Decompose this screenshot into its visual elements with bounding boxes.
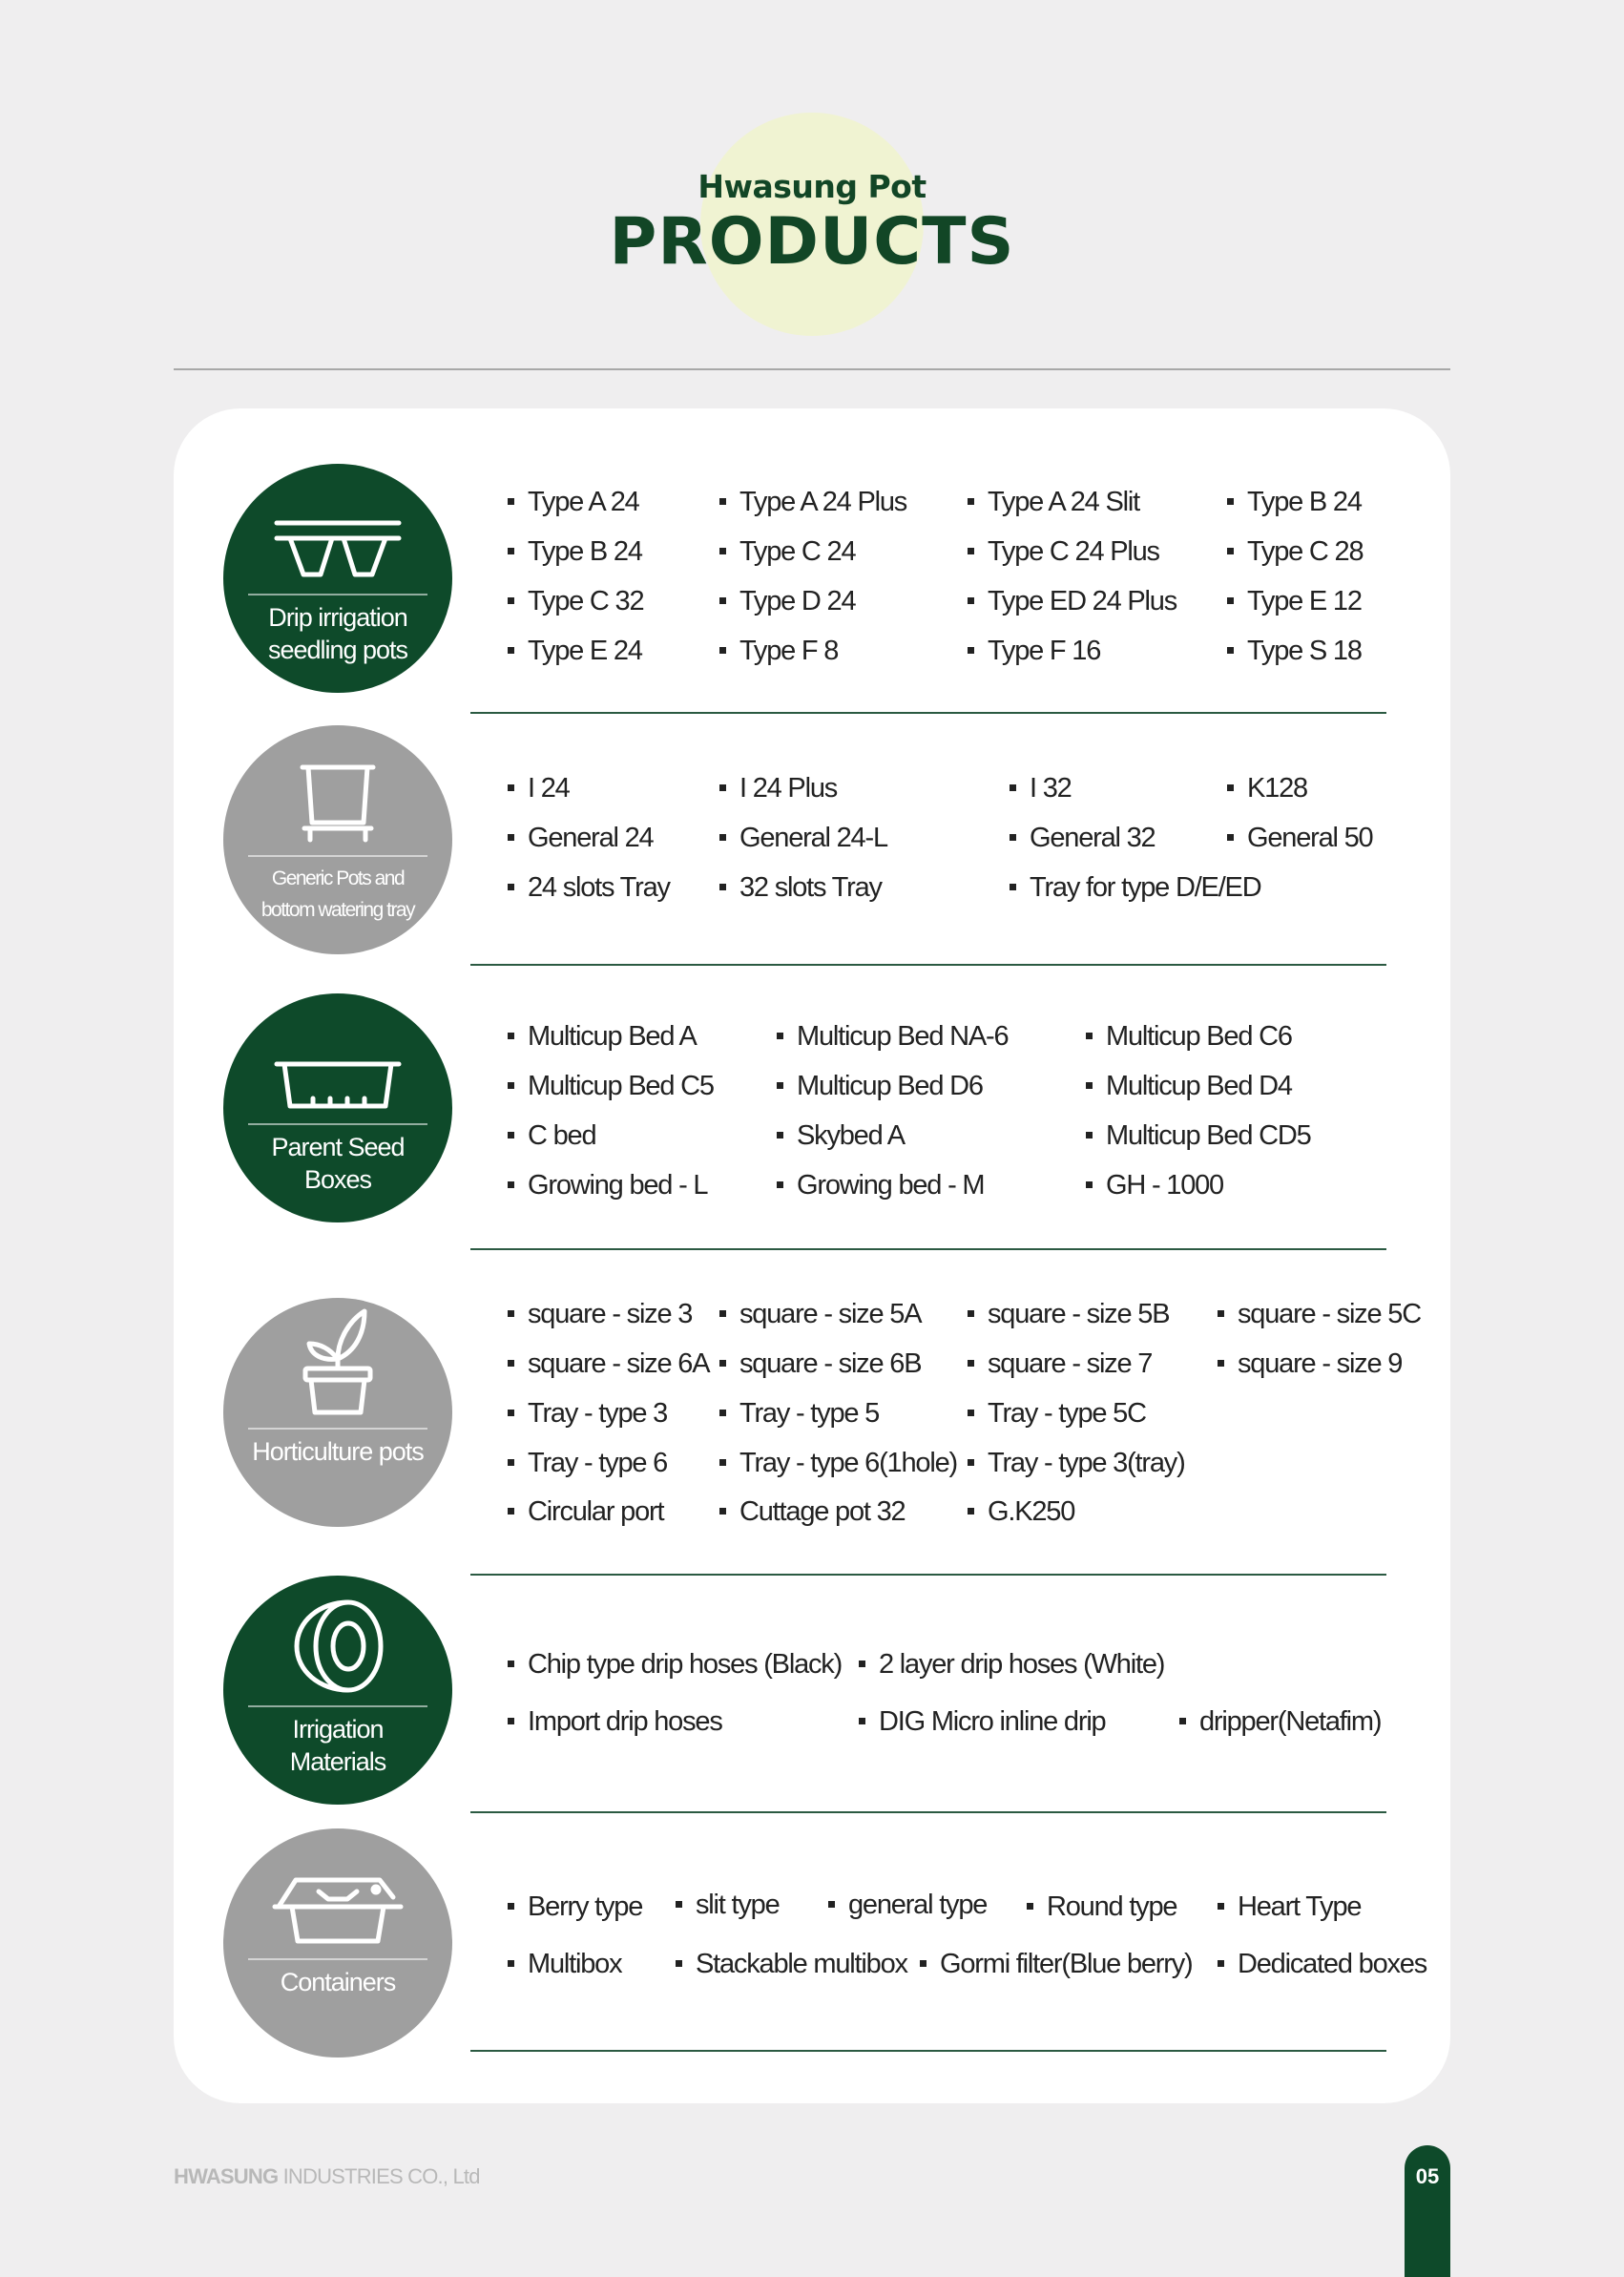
list-item: general type: [828, 1888, 987, 1922]
list-item: Tray - type 5: [719, 1396, 879, 1431]
category-badge-drip-irrigation: [223, 464, 452, 693]
list-item: GH - 1000: [1086, 1168, 1223, 1202]
page-number: 05: [1415, 2164, 1440, 2188]
category-label: Generic Pots and bottom watering tray: [260, 867, 415, 921]
list-item: square - size 5C: [1218, 1297, 1421, 1331]
category-badge-generic-pots: [223, 725, 452, 954]
list-item: square - size 5A: [719, 1297, 921, 1331]
section-divider: [470, 2050, 1386, 2052]
category-label: Horticulture pots: [252, 1437, 424, 1466]
list-item: Circular port: [508, 1494, 663, 1529]
header-divider: [174, 368, 1450, 370]
list-item: Multicup Bed D4: [1086, 1069, 1292, 1103]
list-item: Tray - type 3: [508, 1396, 667, 1431]
list-item: Round type: [1027, 1890, 1176, 1924]
list-item: C bed: [508, 1118, 595, 1153]
footer-company-name: HWASUNG INDUSTRIES CO., Ltd: [174, 2164, 480, 2188]
list-item: 24 slots Tray: [508, 870, 670, 905]
section-divider: [470, 964, 1386, 966]
list-item: Multicup Bed D6: [777, 1069, 983, 1103]
list-item: General 50: [1227, 821, 1373, 855]
list-item: Type ED 24 Plus: [968, 584, 1176, 618]
list-item: General 24-L: [719, 821, 887, 855]
category-label: Irrigation Materials: [289, 1715, 386, 1776]
list-item: Tray - type 3(tray): [968, 1446, 1185, 1480]
list-item: Multicup Bed C6: [1086, 1019, 1292, 1054]
list-item: Multibox: [508, 1947, 621, 1981]
list-item: Import drip hoses: [508, 1704, 722, 1739]
category-badge-containers: [223, 1828, 452, 2058]
list-item: 32 slots Tray: [719, 870, 882, 905]
list-item: Type A 24 Slit: [968, 485, 1139, 519]
list-item: K128: [1227, 771, 1307, 805]
category-label: Parent Seed Boxes: [271, 1133, 405, 1194]
list-item: General 24: [508, 821, 654, 855]
seedling-pot-tray-icon: [271, 515, 405, 584]
badge-divider: [248, 855, 427, 857]
list-item: square - size 5B: [968, 1297, 1169, 1331]
generic-pot-icon: [295, 760, 381, 846]
list-item: Type B 24: [1227, 485, 1362, 519]
category-badge-horticulture-pots: [223, 1298, 452, 1527]
list-item: Type S 18: [1227, 634, 1362, 668]
list-item: slit type: [676, 1888, 780, 1922]
list-item: DIG Micro inline drip: [859, 1704, 1106, 1739]
hose-reel-icon: [285, 1597, 390, 1696]
list-item: Tray - type 6: [508, 1446, 667, 1480]
list-item: square - size 3: [508, 1297, 692, 1331]
list-item: Type E 12: [1227, 584, 1362, 618]
category-badge-parent-seed-boxes: [223, 993, 452, 1222]
list-item: Type C 24 Plus: [968, 534, 1159, 569]
section-divider: [470, 1811, 1386, 1813]
list-item: Multicup Bed NA-6: [777, 1019, 1008, 1054]
badge-divider: [248, 1958, 427, 1960]
list-item: Chip type drip hoses (Black): [508, 1647, 842, 1682]
page-number-tab: [1405, 2145, 1450, 2277]
badge-divider: [248, 1705, 427, 1707]
list-item: Type F 16: [968, 634, 1100, 668]
list-item: square - size 7: [968, 1347, 1152, 1381]
list-item: Multicup Bed CD5: [1086, 1118, 1311, 1153]
list-item: Type E 24: [508, 634, 642, 668]
list-item: Type A 24: [508, 485, 639, 519]
list-item: Heart Type: [1218, 1890, 1361, 1924]
list-item: I 24: [508, 771, 570, 805]
list-item: Dedicated boxes: [1218, 1947, 1426, 1981]
category-badge-irrigation-materials: [223, 1576, 452, 1805]
list-item: square - size 6A: [508, 1347, 709, 1381]
list-item: dripper(Netafim): [1179, 1704, 1381, 1739]
list-item: Type C 28: [1227, 534, 1363, 569]
list-item: square - size 9: [1218, 1347, 1402, 1381]
list-item: I 24 Plus: [719, 771, 837, 805]
list-item: Growing bed - M: [777, 1168, 984, 1202]
list-item: Type C 24: [719, 534, 855, 569]
seed-box-icon: [271, 1056, 405, 1114]
list-item: Gormi filter(Blue berry): [920, 1947, 1192, 1981]
badge-divider: [248, 1123, 427, 1125]
list-item: Tray - type 5C: [968, 1396, 1146, 1431]
brand-subtitle: Hwasung Pot: [697, 168, 927, 205]
plant-pot-icon: [300, 1306, 376, 1418]
category-label: Drip irrigation seedling pots: [267, 603, 408, 664]
list-item: Type C 32: [508, 584, 643, 618]
list-item: Growing bed - L: [508, 1168, 707, 1202]
list-item: square - size 6B: [719, 1347, 921, 1381]
list-item: Stackable multibox: [676, 1947, 907, 1981]
section-divider: [470, 712, 1386, 714]
container-box-icon: [271, 1872, 405, 1949]
category-label: Containers: [280, 1968, 396, 1996]
list-item: Type B 24: [508, 534, 642, 569]
list-item: Cuttage pot 32: [719, 1494, 905, 1529]
list-item: Skybed A: [777, 1118, 905, 1153]
list-item: 2 layer drip hoses (White): [859, 1647, 1164, 1682]
section-divider: [470, 1248, 1386, 1250]
list-item: Type D 24: [719, 584, 855, 618]
badge-divider: [248, 594, 427, 595]
list-item: I 32: [1010, 771, 1072, 805]
list-item: Type A 24 Plus: [719, 485, 906, 519]
page-title: PRODUCTS: [609, 204, 1015, 280]
list-item: Tray - type 6(1hole): [719, 1446, 957, 1480]
section-divider: [470, 1574, 1386, 1576]
list-item: G.K250: [968, 1494, 1074, 1529]
list-item: Multicup Bed C5: [508, 1069, 714, 1103]
list-item: Multicup Bed A: [508, 1019, 697, 1054]
badge-divider: [248, 1428, 427, 1430]
list-item: Berry type: [508, 1890, 642, 1924]
list-item: General 32: [1010, 821, 1156, 855]
products-card: [174, 408, 1450, 2103]
list-item: Tray for type D/E/ED: [1010, 870, 1260, 905]
list-item: Type F 8: [719, 634, 838, 668]
